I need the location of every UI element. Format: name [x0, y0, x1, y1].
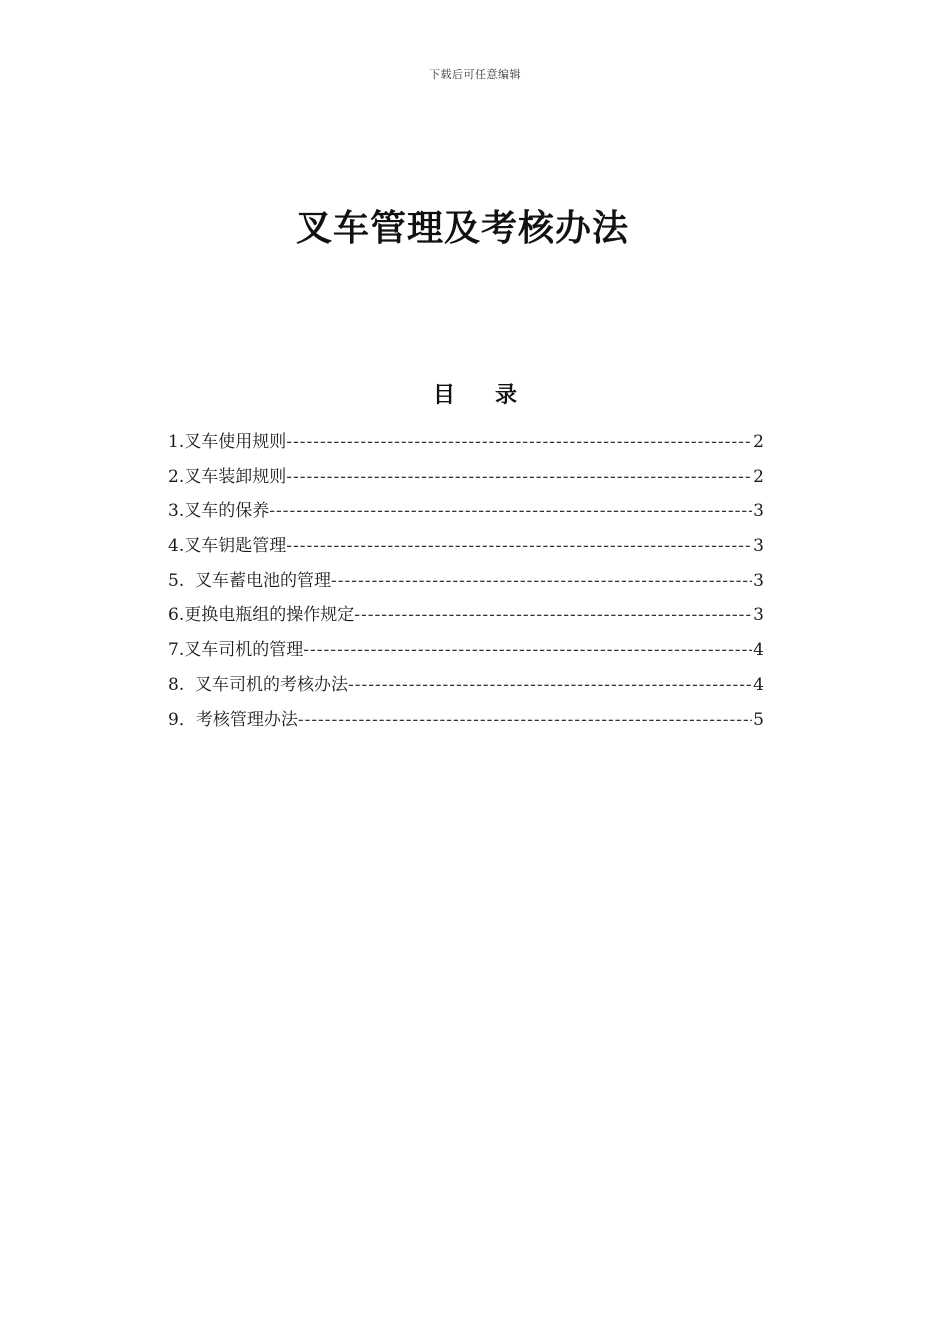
toc-heading-left: 目 — [432, 383, 455, 408]
toc-item[interactable] — [168, 430, 764, 465]
toc-leader-dashes — [298, 708, 752, 732]
toc-item-label: 6.更换电瓶组的操作规定 — [168, 605, 355, 626]
toc-item-page-number: 2 — [753, 466, 764, 487]
toc-leader-dashes — [331, 569, 752, 593]
toc-item[interactable] — [168, 534, 764, 569]
toc-item-page-number: 4 — [753, 674, 764, 695]
toc-item-label: 5. 叉车蓄电池的管理 — [168, 570, 332, 591]
toc-leader-dashes — [286, 534, 752, 558]
toc-leader-dashes — [286, 465, 752, 489]
table-of-contents — [168, 430, 764, 742]
toc-item[interactable] — [168, 673, 764, 708]
toc-item-label: 3.叉车的保养 — [168, 501, 270, 522]
toc-item-label: 7.叉车司机的管理 — [168, 640, 304, 661]
toc-item-page-number: 2 — [753, 432, 764, 452]
toc-item-page-number: 3 — [753, 536, 764, 557]
toc-item-label: 2.叉车装卸规则 — [168, 466, 287, 487]
toc-item-label: 4.叉车钥匙管理 — [168, 536, 287, 557]
toc-item[interactable] — [168, 499, 764, 534]
toc-item-page-number: 3 — [753, 570, 764, 591]
toc-item-label: 8. 叉车司机的考核办法 — [168, 674, 349, 695]
toc-leader-dashes — [354, 603, 752, 627]
toc-leader-dashes — [303, 638, 752, 662]
toc-item-page-number: 5 — [753, 709, 764, 730]
toc-item[interactable] — [168, 465, 764, 500]
toc-item-label: 9．考核管理办法 — [168, 709, 298, 730]
document-title: 叉车管理及考核办法 — [295, 208, 629, 249]
toc-item-page-number: 4 — [753, 640, 764, 661]
toc-item[interactable] — [168, 603, 764, 638]
toc-leader-dashes — [286, 430, 752, 454]
toc-item[interactable] — [168, 708, 764, 743]
toc-item[interactable] — [168, 569, 764, 604]
toc-heading-right: 录 — [495, 383, 518, 408]
toc-item-page-number: 3 — [753, 605, 764, 626]
toc-leader-dashes — [269, 499, 752, 523]
toc-item-page-number: 3 — [753, 501, 764, 522]
toc-item-label: 1.叉车使用规则 — [168, 432, 287, 452]
toc-heading — [0, 378, 950, 409]
page-header-note: 下载后可任意编辑 — [429, 68, 521, 81]
toc-leader-dashes — [348, 673, 752, 697]
toc-item[interactable] — [168, 638, 764, 673]
